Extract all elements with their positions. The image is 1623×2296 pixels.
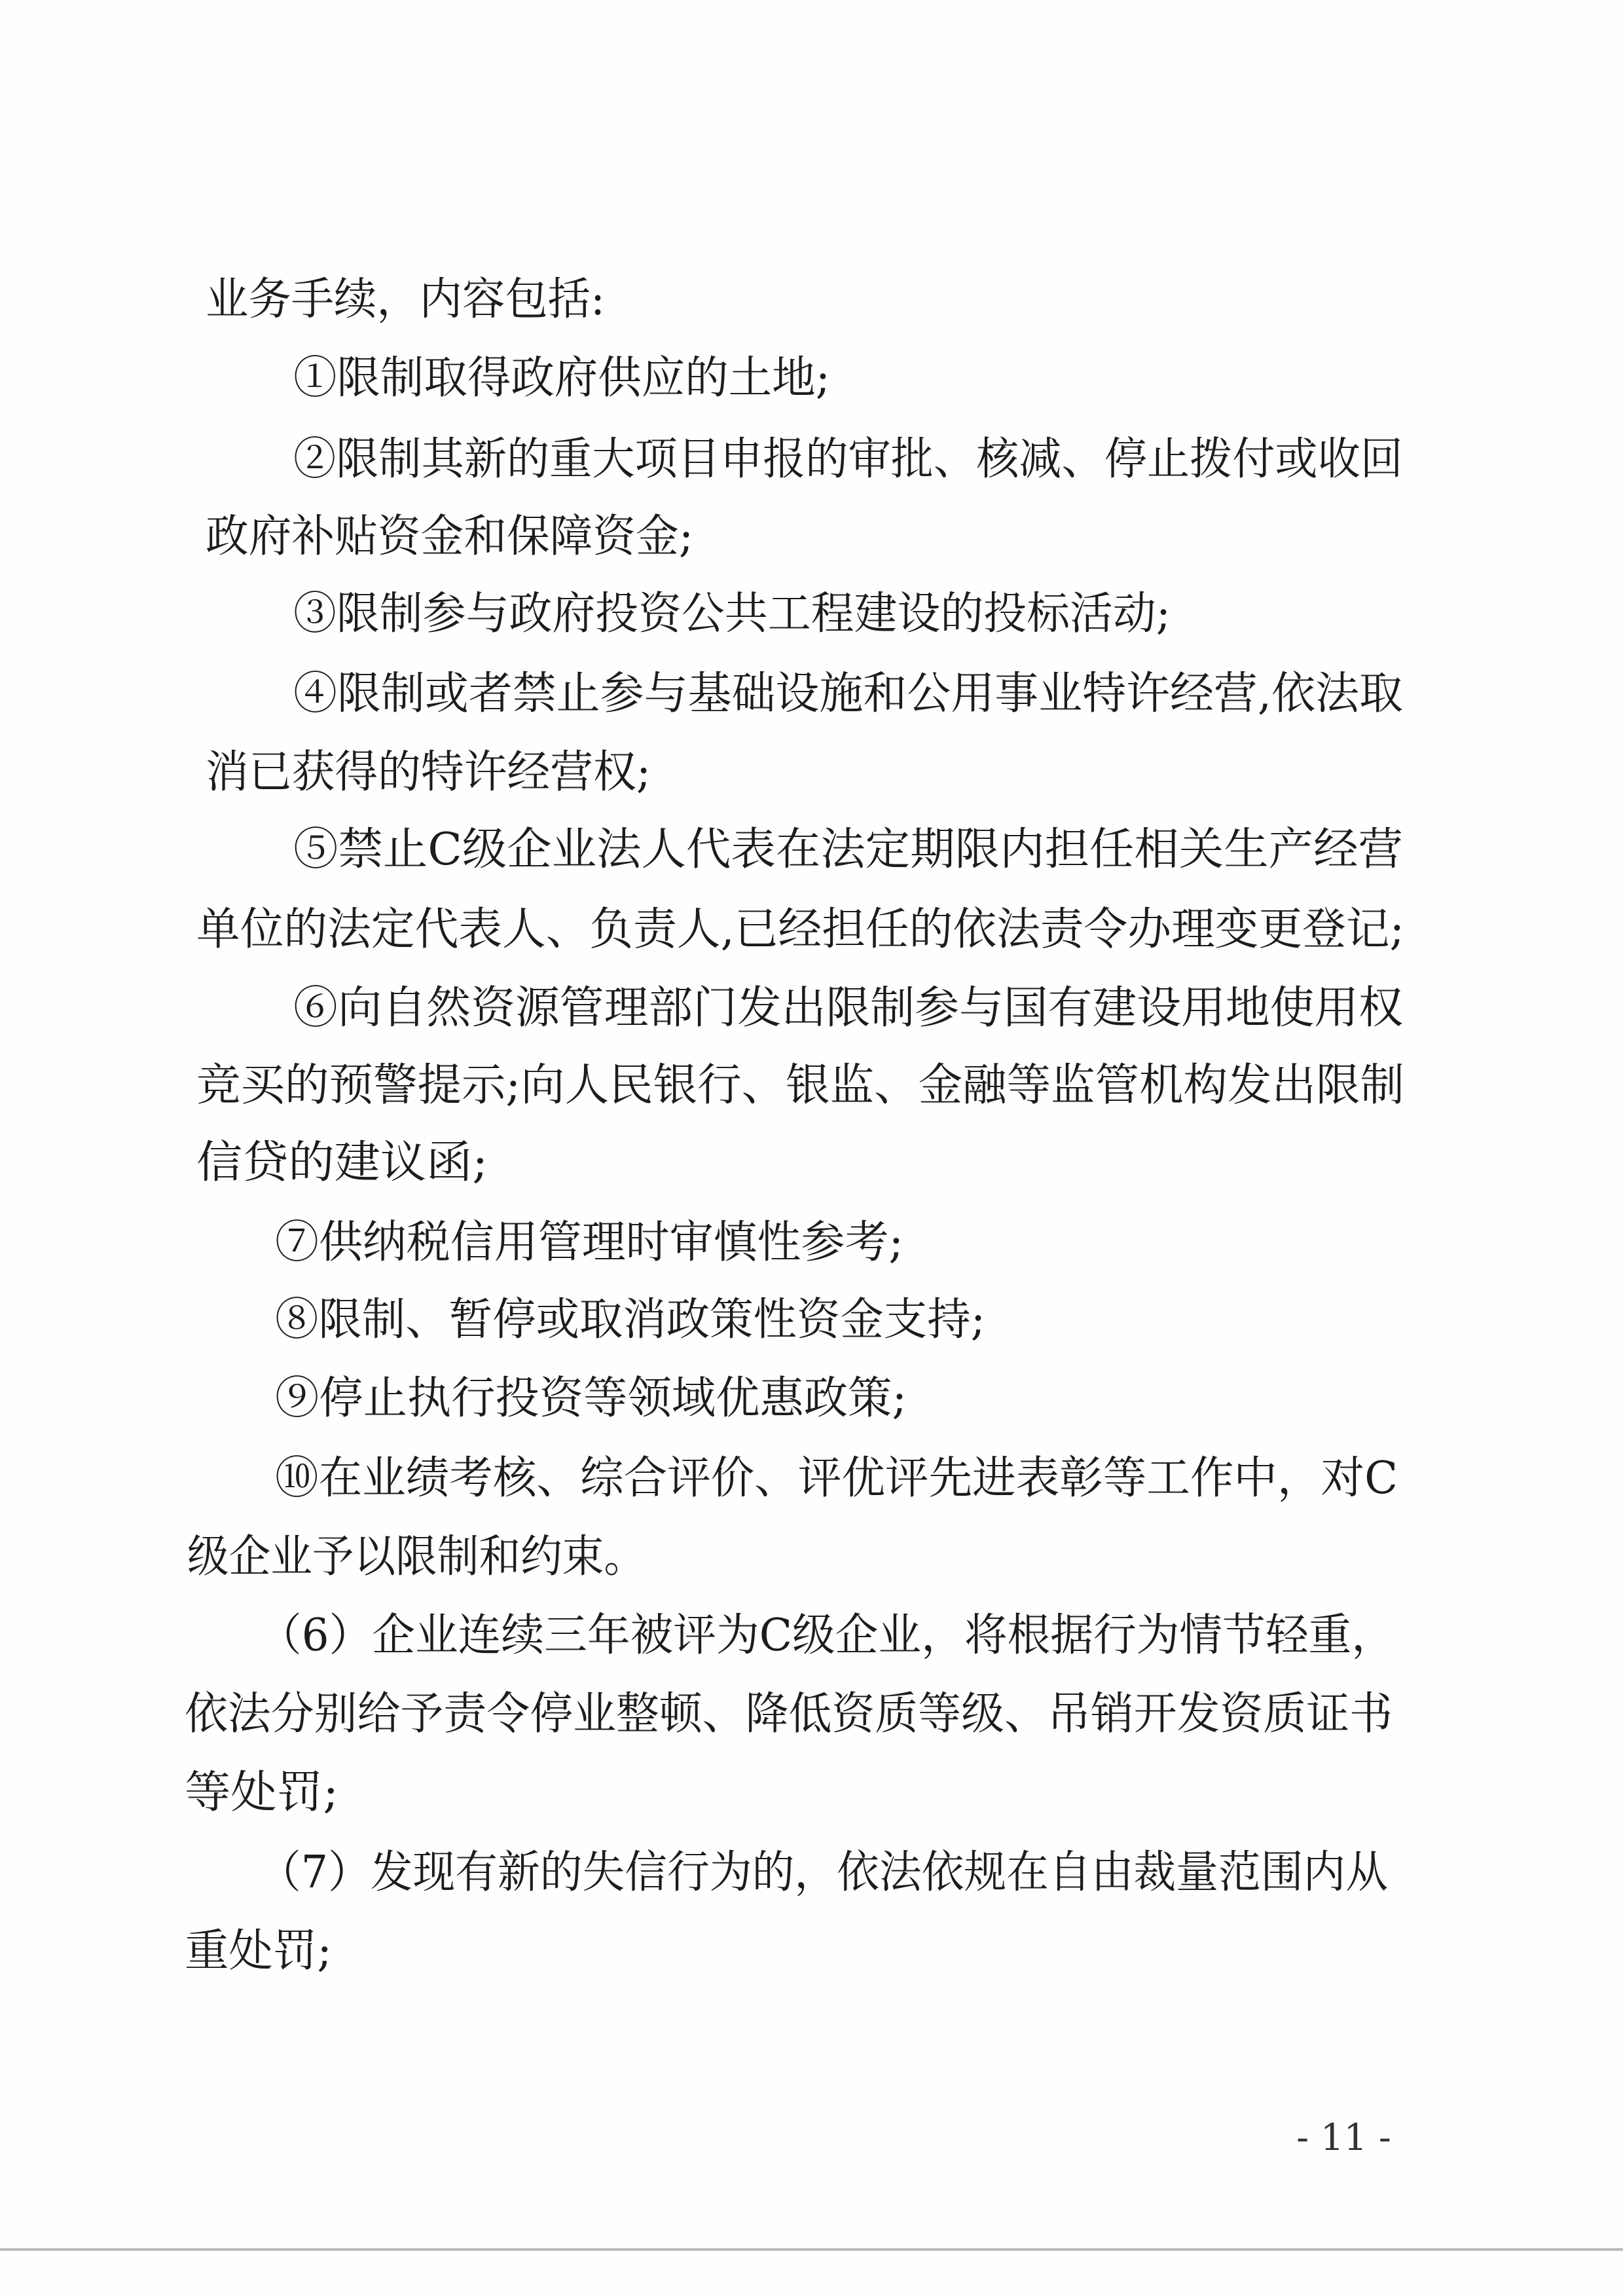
text-line bbox=[0, 1353, 1623, 1445]
text-line bbox=[0, 1511, 1623, 1603]
line-text: 消已获得的特许经营权; bbox=[206, 747, 651, 798]
line-text: ③限制参与政府投资公共工程建设的投标活动; bbox=[293, 588, 1171, 640]
line-text: 依法分别给予责令停业整顿、降低资质等级、吊销开发资质证书 bbox=[185, 1688, 1393, 1740]
text-line bbox=[0, 1747, 1623, 1839]
text-line bbox=[0, 333, 1623, 424]
line-text: 政府补贴资金和保障资金; bbox=[206, 511, 693, 563]
line-text: 业务手续，内容包括: bbox=[206, 274, 605, 325]
scan-edge-divider bbox=[0, 2248, 1623, 2251]
text-line bbox=[0, 1827, 1623, 1919]
text-line bbox=[0, 568, 1623, 660]
line-text: ⑦供纳税信用管理时审慎性参考; bbox=[275, 1217, 903, 1268]
text-line bbox=[0, 1669, 1623, 1760]
line-text: ①限制取得政府供应的土地; bbox=[293, 352, 830, 404]
text-line bbox=[0, 1274, 1623, 1366]
line-text: ⑨停止执行投资等领域优惠政策; bbox=[275, 1373, 907, 1424]
text-line bbox=[0, 804, 1623, 896]
line-text: ⑩在业绩考核、综合评价、评优评先进表彰等工作中，对C bbox=[275, 1453, 1398, 1504]
text-line bbox=[0, 648, 1623, 740]
line-text: （6）企业连续三年被评为C级企业，将根据行为情节轻重， bbox=[259, 1610, 1395, 1661]
text-line bbox=[0, 254, 1623, 346]
line-text: ⑧限制、暂停或取消政策性资金支持; bbox=[275, 1294, 985, 1346]
line-text: 重处罚; bbox=[185, 1925, 332, 1977]
text-line bbox=[0, 1906, 1623, 1997]
line-text: （7）发现有新的失信行为的，依法依规在自由裁量范围内从 bbox=[259, 1847, 1388, 1898]
text-line bbox=[0, 1590, 1623, 1682]
line-text: ⑥向自然资源管理部门发出限制参与国有建设用地使用权 bbox=[293, 982, 1403, 1034]
page-number: - 11 - bbox=[1296, 2117, 1391, 2159]
text-line bbox=[0, 884, 1623, 976]
line-text: 竞买的预警提示;向人民银行、银监、金融等监管机构发出限制 bbox=[196, 1060, 1404, 1111]
text-line bbox=[0, 1433, 1623, 1525]
line-text: ⑤禁止C级企业法人代表在法定期限内担任相关生产经营 bbox=[293, 824, 1403, 876]
line-text: 等处罚; bbox=[185, 1767, 338, 1819]
line-text: 信贷的建议函; bbox=[196, 1137, 488, 1189]
text-line bbox=[0, 1117, 1623, 1209]
line-text: 单位的法定代表人、负责人,已经担任的依法责令办理变更登记; bbox=[196, 904, 1404, 955]
line-text: ②限制其新的重大项目申报的审批、核减、停止拨付或收回 bbox=[293, 434, 1403, 485]
line-text: ④限制或者禁止参与基础设施和公用事业特许经营,依法取 bbox=[293, 668, 1403, 720]
line-text: 级企业予以限制和约束。 bbox=[187, 1531, 646, 1583]
